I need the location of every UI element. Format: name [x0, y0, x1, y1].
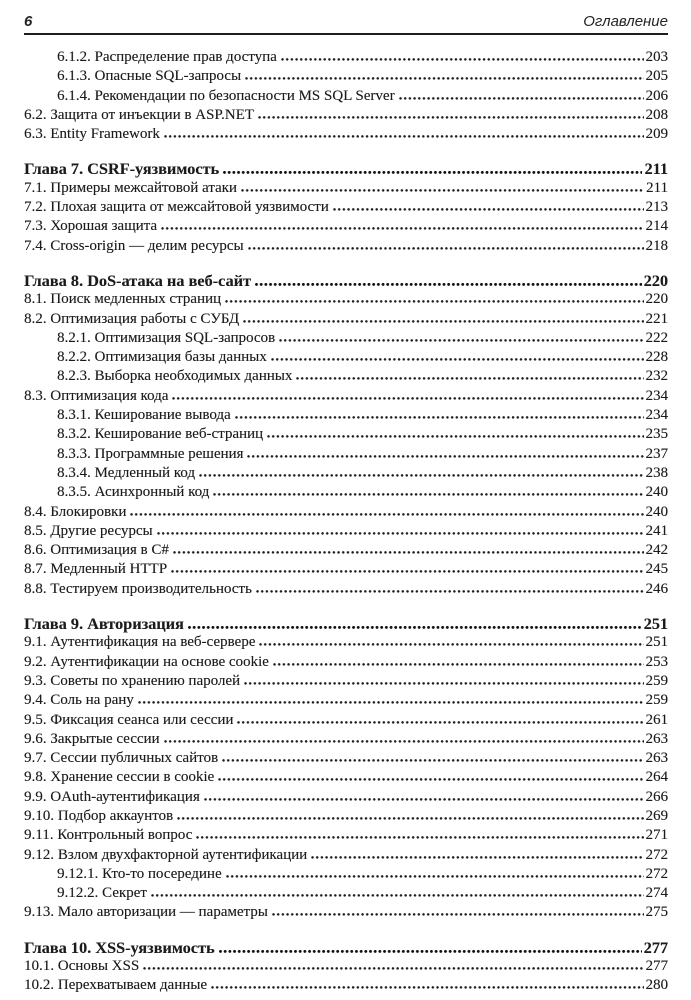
page-number: 6 — [24, 13, 33, 30]
toc-entry-page: 251 — [645, 634, 668, 651]
toc-entry-label: 7.1. Примеры межсайтовой атаки — [24, 179, 237, 196]
dot-leader — [173, 550, 644, 554]
toc-chapter-entry — [24, 159, 668, 178]
toc-entry-page: 242 — [645, 542, 668, 559]
toc-entry-page: 266 — [645, 788, 668, 805]
dot-leader — [279, 338, 643, 342]
toc-entry — [24, 348, 668, 367]
toc-entry-label: Глава 7. CSRF-уязвимость — [24, 159, 220, 179]
toc-entry — [24, 522, 668, 541]
toc-entry-label: 6.1.4. Рекомендации по безопасности MS SQL Server — [57, 87, 395, 104]
running-title: Оглавление — [583, 13, 668, 30]
dot-leader — [222, 758, 643, 762]
running-header — [24, 13, 668, 35]
dot-leader — [248, 246, 644, 250]
toc-entry-label: 10.1. Основы XSS — [24, 958, 140, 975]
toc-entry — [24, 749, 668, 768]
toc-entry-label: 9.1. Аутентификация на веб-сервере — [24, 634, 256, 651]
toc-entry-page: 209 — [645, 126, 668, 143]
toc-entry-page: 214 — [645, 218, 668, 235]
dot-leader — [199, 473, 643, 477]
dot-leader — [333, 207, 644, 211]
toc-entry-label: 8.3.5. Асинхронный код — [57, 484, 210, 501]
dot-leader — [130, 512, 643, 516]
dot-leader — [143, 966, 643, 970]
toc-entry-label: 9.12.1. Кто-то посередине — [57, 865, 222, 882]
dot-leader — [273, 662, 644, 666]
toc-entry — [24, 406, 668, 425]
toc-entry-page: 246 — [645, 580, 668, 597]
toc-entry-label: Глава 10. XSS-уязвимость — [24, 937, 215, 957]
toc-entry-label: 9.7. Сессии публичных сайтов — [24, 750, 219, 767]
toc-entry — [24, 48, 668, 67]
dot-leader — [172, 396, 643, 400]
toc-entry-label: 6.1.2. Распределение прав доступа — [57, 49, 277, 65]
toc-entry-label: 8.3.2. Кеширование веб-страниц — [57, 426, 264, 443]
toc-entry-page: 263 — [645, 730, 668, 747]
dot-leader — [219, 949, 642, 953]
toc-entry — [24, 67, 668, 86]
dot-leader — [258, 115, 644, 119]
dot-leader — [171, 569, 643, 573]
dot-leader — [213, 492, 643, 496]
dot-leader — [271, 357, 644, 361]
toc-entry-label: 8.3.1. Кеширование вывода — [57, 407, 231, 424]
dot-leader — [296, 376, 643, 380]
toc-entry — [24, 387, 668, 406]
toc-entry-label: 9.8. Хранение сессии в cookie — [24, 769, 215, 786]
toc-entry-page: 221 — [645, 310, 668, 327]
dot-leader — [311, 855, 643, 859]
toc-entry — [24, 464, 668, 483]
toc-entry-page: 251 — [643, 614, 668, 634]
toc-entry — [24, 691, 668, 710]
toc-entry — [24, 237, 668, 256]
dot-leader — [151, 893, 644, 897]
toc-entry — [24, 788, 668, 807]
toc-entry — [24, 711, 668, 730]
toc-entry-page: 211 — [644, 159, 668, 179]
toc-entry-label: 10.2. Перехватываем данные — [24, 977, 208, 994]
toc-entry-page: 245 — [645, 561, 668, 578]
toc-entry-label: 8.4. Блокировки — [24, 503, 127, 520]
toc-entry — [24, 653, 668, 672]
toc-entry-page: 203 — [645, 49, 668, 65]
toc-entry-page: 263 — [645, 750, 668, 767]
toc-entry-label: 8.2.1. Оптимизация SQL-запросов — [57, 329, 276, 346]
toc-entry-page: 234 — [645, 387, 668, 404]
toc-entry-label: 9.13. Мало авторизации — параметры — [24, 904, 268, 921]
toc-entry — [24, 807, 668, 826]
toc-entry-page: 228 — [645, 349, 668, 366]
dot-leader — [188, 625, 642, 629]
toc-entry-page: 261 — [645, 711, 668, 728]
toc-entry-page: 241 — [645, 522, 668, 539]
toc-entry-page: 213 — [645, 199, 668, 216]
dot-leader — [272, 912, 644, 916]
toc-entry-page: 237 — [645, 445, 668, 462]
toc-entry — [24, 730, 668, 749]
toc-entry — [24, 125, 668, 144]
toc-entry — [24, 865, 668, 884]
toc-entry-page: 208 — [645, 106, 668, 123]
toc-entry — [24, 560, 668, 579]
toc-entry-page: 240 — [645, 484, 668, 501]
dot-leader — [218, 777, 643, 781]
toc-entry — [24, 503, 668, 522]
toc-entry-label: 8.6. Оптимизация в C# — [24, 542, 169, 559]
dot-leader — [256, 589, 644, 593]
dot-leader — [281, 57, 644, 61]
toc-entry-page: 240 — [645, 503, 668, 520]
dot-leader — [204, 797, 644, 801]
toc-entry-label: 8.8. Тестируем производительность — [24, 580, 252, 597]
toc-entry — [24, 672, 668, 691]
toc-chapter-entry — [24, 614, 668, 633]
toc-entry-label: 9.11. Контрольный вопрос — [24, 827, 193, 844]
toc-entry-page: 220 — [645, 291, 668, 308]
toc-entry-label: 8.2.3. Выборка необходимых данных — [57, 368, 293, 385]
toc-entry-label: 9.4. Соль на рану — [24, 692, 134, 709]
toc-entry — [24, 179, 668, 198]
toc-entry-label: 7.2. Плохая защита от межсайтовой уязвимости — [24, 199, 329, 216]
dot-leader — [235, 415, 644, 419]
toc-chapter-entry — [24, 938, 668, 957]
toc-entry — [24, 425, 668, 444]
toc-entry-label: Глава 9. Авторизация — [24, 614, 184, 634]
dot-leader — [247, 454, 643, 458]
toc-entry — [24, 198, 668, 217]
dot-leader — [225, 299, 643, 303]
toc-entry — [24, 367, 668, 386]
toc-entry-page: 222 — [645, 329, 668, 346]
toc-entry-page: 205 — [645, 68, 668, 85]
toc-entry — [24, 483, 668, 502]
toc-entry-page: 280 — [645, 977, 668, 994]
toc-entry — [24, 329, 668, 348]
toc-entry-label: 9.6. Закрытые сессии — [24, 730, 160, 747]
dot-leader — [244, 681, 643, 685]
dot-leader — [138, 700, 644, 704]
toc-entry — [24, 217, 668, 236]
toc-entry-label: 7.4. Cross-origin — делим ресурсы — [24, 237, 244, 254]
toc-entry-page: 259 — [645, 672, 668, 689]
toc-entry-label: 9.12. Взлом двухфакторной аутентификации — [24, 846, 308, 863]
dot-leader — [237, 720, 643, 724]
dot-leader — [255, 282, 642, 286]
dot-leader — [196, 835, 643, 839]
toc-entry-label: 9.12.2. Секрет — [57, 885, 147, 902]
toc-entry — [24, 957, 668, 976]
toc-entry-label: 8.3.4. Медленный код — [57, 464, 196, 481]
toc-entry-page: 264 — [645, 769, 668, 786]
toc-entry-label: 9.2. Аутентификации на основе cookie — [24, 653, 269, 670]
toc-entry — [24, 290, 668, 309]
toc-entry-page: 218 — [645, 237, 668, 254]
toc-entry-label: 9.10. Подбор аккаунтов — [24, 807, 174, 824]
toc-entry-label: 9.3. Советы по хранению паролей — [24, 672, 241, 689]
toc-entry — [24, 826, 668, 845]
toc-entry-page: 277 — [645, 958, 668, 975]
dot-leader — [157, 531, 644, 535]
toc-entry-label: Глава 8. DoS-атака на веб-сайт — [24, 270, 251, 290]
toc-entry-page: 269 — [645, 807, 668, 824]
toc-chapter-entry — [24, 271, 668, 290]
toc-entry-label: 6.3. Entity Framework — [24, 126, 160, 143]
toc-entry — [24, 541, 668, 560]
toc-entry-page: 238 — [645, 464, 668, 481]
toc-entry — [24, 445, 668, 464]
toc-entry-label: 8.3. Оптимизация кода — [24, 387, 169, 404]
dot-leader — [241, 188, 644, 192]
toc-entry — [24, 633, 668, 652]
toc-entry-page: 272 — [645, 865, 668, 882]
dot-leader — [399, 96, 644, 100]
dot-leader — [267, 434, 643, 438]
toc-entry-label: 8.2. Оптимизация работы с СУБД — [24, 310, 240, 327]
toc-entry-page: 253 — [645, 653, 668, 670]
toc-entry-page: 211 — [646, 179, 668, 196]
toc-entry-page: 234 — [645, 407, 668, 424]
toc-entry-page: 277 — [643, 937, 668, 957]
toc-entry-page: 235 — [645, 426, 668, 443]
dot-leader — [243, 319, 643, 323]
dot-leader — [164, 739, 644, 743]
toc-entry — [24, 846, 668, 865]
toc-entry-page: 271 — [645, 827, 668, 844]
toc-entry-page: 232 — [645, 368, 668, 385]
toc-entry — [24, 884, 668, 903]
toc-entry-page: 220 — [643, 270, 668, 290]
toc-entry — [24, 903, 668, 922]
toc-entry-label: 9.9. OAuth-аутентификация — [24, 788, 200, 805]
toc-entry — [24, 310, 668, 329]
toc-entry-label: 8.7. Медленный HTTP — [24, 561, 168, 578]
toc-entry-page: 259 — [645, 692, 668, 709]
toc-entry — [24, 768, 668, 787]
toc-entry — [24, 87, 668, 106]
toc-entry — [24, 580, 668, 599]
toc-entry-page: 274 — [645, 885, 668, 902]
toc-entry-label: 8.5. Другие ресурсы — [24, 522, 153, 539]
toc-entry — [24, 976, 668, 995]
dot-leader — [177, 816, 643, 820]
toc-entry-label: 6.2. Защита от инъекции в ASP.NET — [24, 106, 254, 123]
dot-leader — [245, 76, 643, 80]
toc-entry-label: 8.1. Поиск медленных страниц — [24, 291, 222, 308]
dot-leader — [226, 874, 644, 878]
table-of-contents — [24, 48, 668, 996]
toc-entry-page: 275 — [645, 904, 668, 921]
toc-entry — [24, 106, 668, 125]
toc-entry-label: 8.2.2. Оптимизация базы данных — [57, 349, 267, 366]
toc-entry-label: 9.5. Фиксация сеанса или сессии — [24, 711, 234, 728]
toc-entry-label: 8.3.3. Программные решения — [57, 445, 244, 462]
toc-entry-label: 6.1.3. Опасные SQL-запросы — [57, 68, 242, 85]
toc-entry-page: 272 — [645, 846, 668, 863]
dot-leader — [223, 170, 642, 174]
dot-leader — [161, 226, 643, 230]
dot-leader — [259, 642, 643, 646]
dot-leader — [164, 134, 644, 138]
toc-entry-label: 7.3. Хорошая защита — [24, 218, 158, 235]
dot-leader — [211, 985, 643, 989]
toc-entry-page: 206 — [645, 87, 668, 104]
